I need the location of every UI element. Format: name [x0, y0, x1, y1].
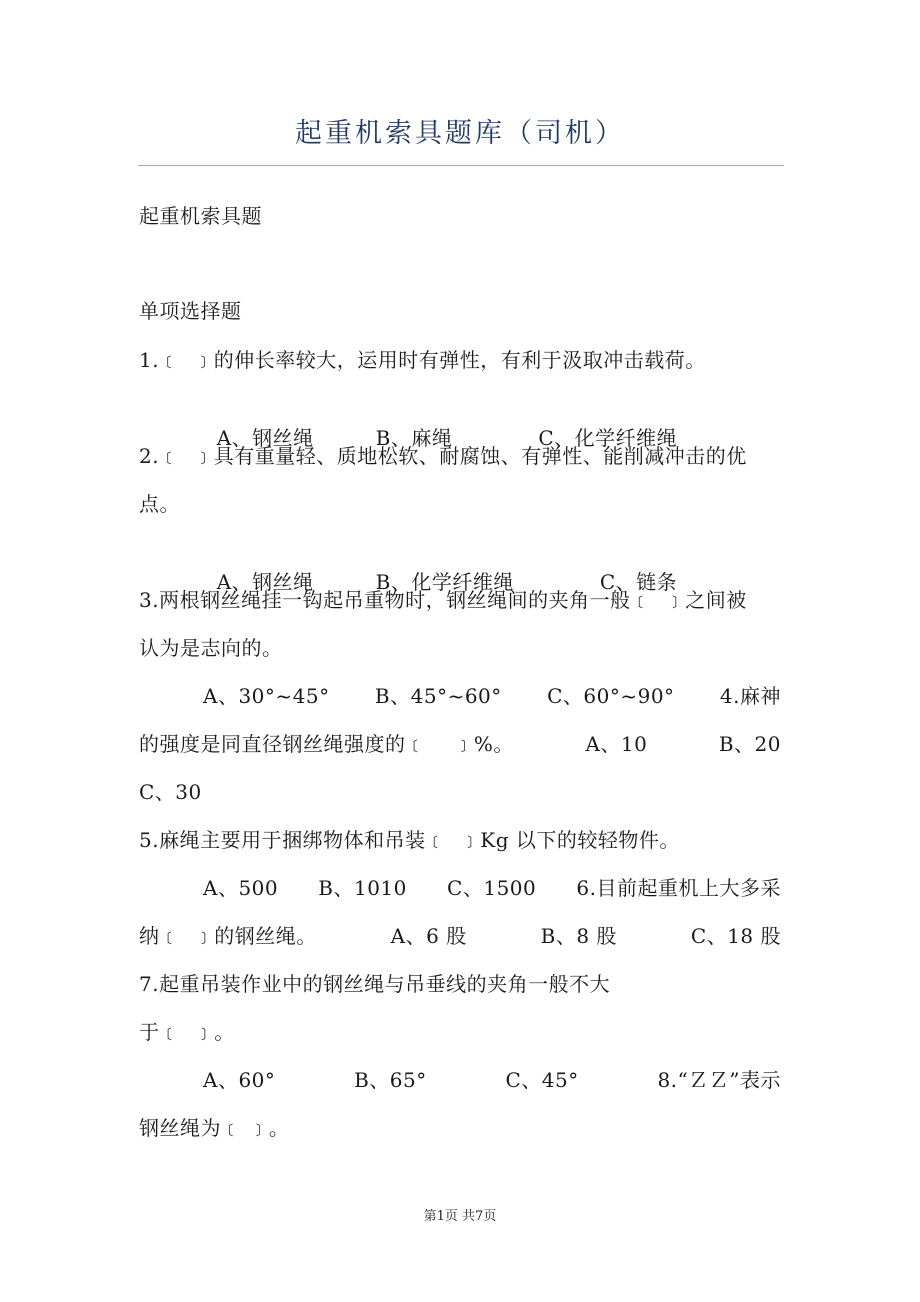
option-a: A、60° — [203, 1068, 276, 1092]
question-4 — [139, 729, 781, 759]
option-b: B、化学纤维绳 — [375, 570, 514, 594]
question-2-cont: 点。 — [139, 492, 180, 516]
option-a: A、钢丝绳 — [216, 426, 314, 450]
question-1: 1.﹝ ﹞的伸长率较大，运用时有弹性，有利于汲取冲击载荷。 — [139, 348, 706, 372]
option-b: B、20 — [718, 732, 781, 756]
option-b: B、麻绳 — [375, 426, 453, 450]
option-a: A、30°~45° — [203, 684, 330, 708]
question-5-options — [203, 873, 781, 903]
question-8-start: 8.“ＺＺ”表示 — [657, 1068, 781, 1092]
option-c: C、链条 — [599, 570, 678, 594]
question-4-start: 4.麻神 — [719, 684, 781, 708]
question-6-text: 纳﹝ ﹞的钢丝绳。 — [139, 924, 317, 948]
option-a: A、6 股 — [390, 924, 467, 948]
question-7-options — [203, 1065, 781, 1095]
question-2: 2.﹝ ﹞具有重量轻、质地松软、耐腐蚀、有弹性、能削减冲击的优 — [139, 444, 747, 468]
subtitle: 起重机索具题 — [139, 204, 262, 228]
option-b: B、1010 — [318, 876, 407, 900]
title-divider — [138, 165, 784, 166]
question-3-cont: 认为是志向的。 — [139, 636, 283, 660]
question-7: 7.起重吊装作业中的钢丝绳与吊垂线的夹角一般不大 — [139, 972, 611, 996]
document-title: 起重机索具题库（司机） — [295, 118, 625, 149]
option-b: B、8 股 — [540, 924, 617, 948]
question-4-option-c: C、30 — [139, 780, 202, 804]
question-6-start: 6.目前起重机上大多采 — [576, 876, 781, 900]
section-heading: 单项选择题 — [139, 299, 242, 323]
question-7-cont: 于﹝ ﹞。 — [139, 1020, 235, 1044]
option-c: C、1500 — [447, 876, 537, 900]
option-a: A、钢丝绳 — [216, 570, 314, 594]
option-c: C、18 股 — [690, 924, 781, 948]
option-a: A、10 — [585, 732, 648, 756]
option-a: A、500 — [203, 876, 279, 900]
question-6 — [139, 921, 781, 951]
option-b: B、65° — [354, 1068, 427, 1092]
question-3: 3.两根钢丝绳挂一钩起吊重物时，钢丝绳间的夹角一般﹝ ﹞之间被 — [139, 588, 747, 612]
option-b: B、45°~60° — [374, 684, 502, 708]
option-c: C、45° — [505, 1068, 579, 1092]
page-footer: 第1页 共7页 — [423, 1209, 497, 1224]
question-4-text: 的强度是同直径钢丝绳强度的﹝ ﹞%。 — [139, 732, 514, 756]
question-3-options — [203, 681, 781, 711]
question-8: 钢丝绳为﹝ ﹞。 — [139, 1116, 290, 1140]
question-5: 5.麻绳主要用于捆绑物体和吊装﹝ ﹞Kg 以下的较轻物件。 — [139, 828, 680, 852]
option-c: C、60°~90° — [547, 684, 675, 708]
option-c: C、化学纤维绳 — [538, 426, 678, 450]
